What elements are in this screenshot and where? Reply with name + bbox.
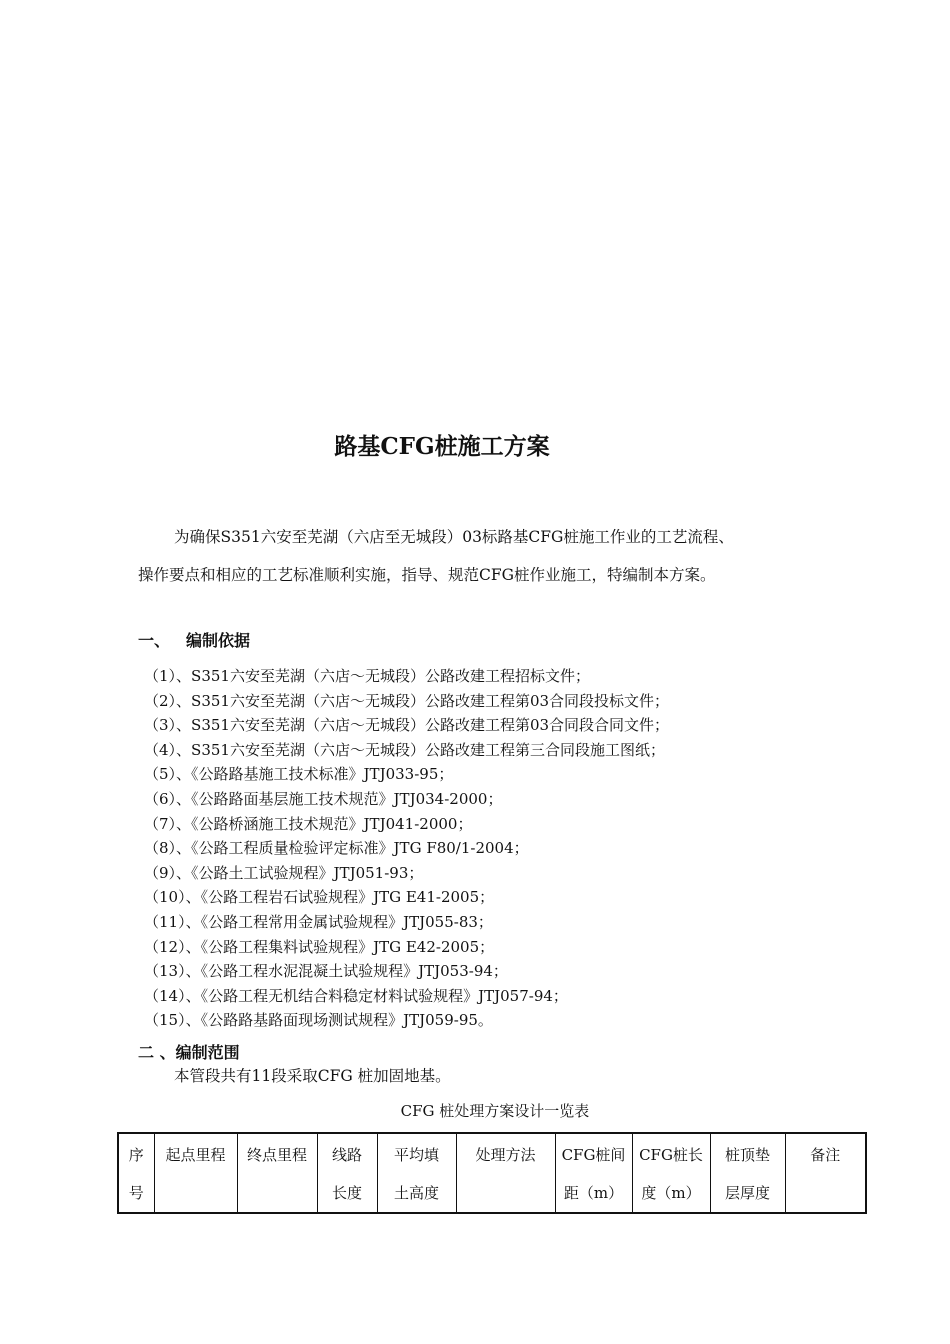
section-2-heading: 二 、编制范围 [138,1043,240,1062]
reference-item: （15）、《公路路基路面现场测试规程》JTJ059-95。 [144,1011,493,1030]
reference-item: （6）、《公路路面基层施工技术规范》JTJ034-2000； [144,789,503,808]
reference-item: （3）、S351六安至芜湖（六店～无城段）公路改建工程第03合同段合同文件； [144,716,670,735]
section-2-text: 本管段共有11段采取CFG 桩加固地基。 [174,1067,451,1085]
header-cell-index: 序 号 [118,1133,154,1213]
reference-item: （5）、《公路路基施工技术标准》JTJ033-95； [144,765,454,784]
reference-item: （8）、《公路工程质量检验评定标准》JTG F80/1-2004； [144,839,529,858]
intro-line-2: 操作要点和相应的工艺标准顺利实施，指导、规范CFG桩作业施工，特编制本方案。 [138,566,716,584]
header-cell-route-length: 线路 长度 [317,1133,377,1213]
header-cell-fill-height: 平均填 土高度 [377,1133,456,1213]
design-table [117,1132,867,1214]
header-cell-cushion-thickness: 桩顶垫 层厚度 [710,1133,785,1213]
table-caption: CFG 桩处理方案设计一览表 [400,1102,590,1120]
intro-line-1: 为确保S351六安至芜湖（六店至无城段）03标路基CFG桩施工作业的工艺流程、 [174,528,734,546]
header-cell-end-mileage: 终点里程 [237,1133,317,1213]
reference-item: （7）、《公路桥涵施工技术规范》JTJ041-2000； [144,814,473,833]
header-cell-method: 处理方法 [456,1133,555,1213]
header-cell-pile-length: CFG桩长 度（m） [632,1133,710,1213]
reference-item: （4）、S351六安至芜湖（六店～无城段）公路改建工程第三合同段施工图纸； [144,740,665,759]
reference-item: （10）、《公路工程岩石试验规程》JTG E41-2005； [144,888,495,907]
reference-item: （2）、S351六安至芜湖（六店～无城段）公路改建工程第03合同段投标文件； [144,691,670,710]
reference-item: （12）、《公路工程集料试验规程》JTG E42-2005； [144,937,495,956]
document-title: 路基CFG桩施工方案 [334,433,550,460]
section-1-number: 一、 [138,631,171,650]
header-cell-pile-spacing: CFG桩间 距（m） [555,1133,632,1213]
intro-paragraph [138,518,862,594]
section-1-heading [138,628,250,651]
section-1-title: 编制依据 [186,631,251,650]
header-cell-start-mileage: 起点里程 [154,1133,237,1213]
reference-item: （14）、《公路工程无机结合料稳定材料试验规程》JTJ057-94； [144,986,568,1005]
reference-list [144,664,844,1033]
table-header-row [118,1133,866,1213]
reference-item: （1）、S351六安至芜湖（六店～无城段）公路改建工程招标文件； [144,667,590,685]
header-cell-remarks: 备注 [785,1133,866,1213]
reference-item: （13）、《公路工程水泥混凝土试验规程》JTJ053-94； [144,962,508,981]
reference-item: （9）、《公路土工试验规程》JTJ051-93； [144,863,424,882]
reference-item: （11）、《公路工程常用金属试验规程》JTJ055-83； [144,912,493,931]
